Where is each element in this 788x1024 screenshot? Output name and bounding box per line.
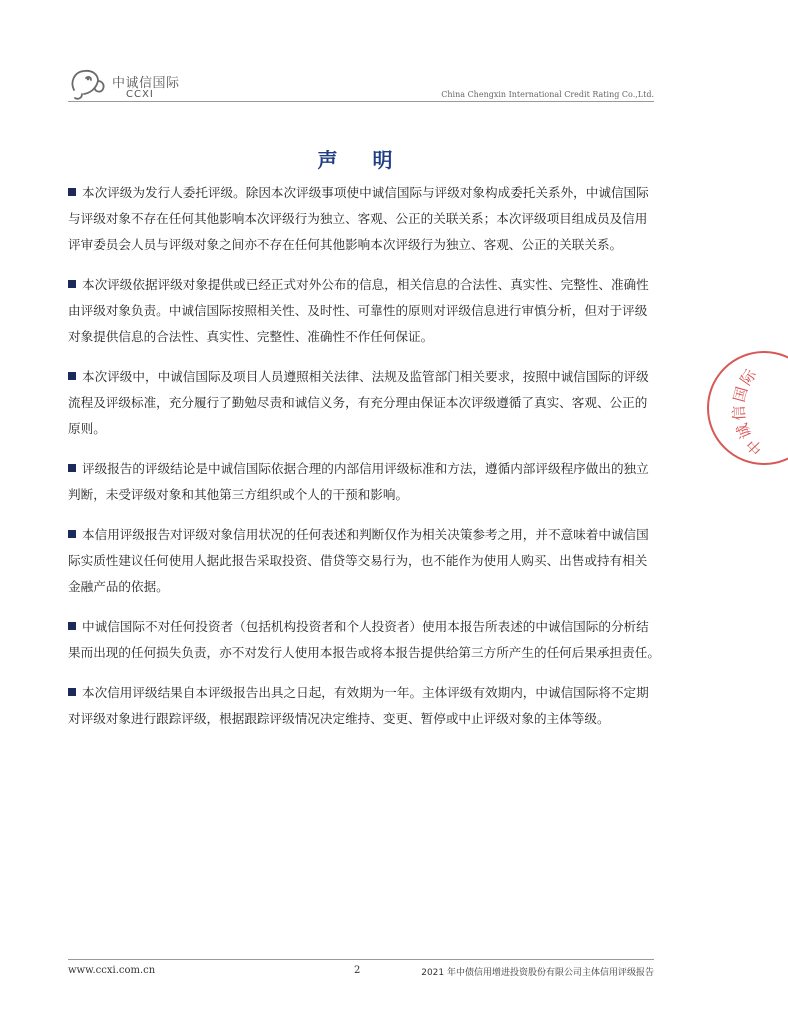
paragraph-text: 评级报告的评级结论是中诚信国际依据合理的内部信用评级标准和方法，遵循内部评级程序做出的独立 xyxy=(82,461,649,476)
square-bullet-icon xyxy=(68,372,76,380)
paragraph-line xyxy=(68,574,664,600)
paragraph-line xyxy=(68,390,664,416)
square-bullet-icon xyxy=(68,188,76,196)
declaration-paragraph xyxy=(68,680,664,732)
paragraph-line xyxy=(68,416,664,442)
square-bullet-icon xyxy=(68,280,76,288)
paragraph-text: 与评级对象不存在任何其他影响本次评级行为独立、客观、公正的关联关系；本次评级项目组成员及信用 xyxy=(68,211,648,226)
declaration-body xyxy=(68,180,664,746)
paragraph-line xyxy=(68,298,664,324)
declaration-paragraph xyxy=(68,522,664,600)
footer-website-link[interactable]: www.ccxi.com.cn xyxy=(68,965,156,976)
paragraph-line xyxy=(68,206,664,232)
declaration-paragraph xyxy=(68,180,664,258)
paragraph-text: 对象提供信息的合法性、真实性、完整性、准确性不作任何保证。 xyxy=(68,329,434,344)
logo-english-name: CCXI xyxy=(126,89,154,100)
paragraph-text: 流程及评级标准，充分履行了勤勉尽责和诚信义务，有充分理由保证本次评级遵循了真实、客观、公正的 xyxy=(68,395,648,410)
ccxi-elephant-logo-icon xyxy=(68,64,108,104)
paragraph-text: 本次信用评级结果自本评级报告出具之日起，有效期为一年。主体评级有效期内，中诚信国际将不定期 xyxy=(82,685,649,700)
declaration-paragraph xyxy=(68,272,664,350)
square-bullet-icon xyxy=(68,622,76,630)
header-divider xyxy=(68,101,654,102)
square-bullet-icon xyxy=(68,530,76,538)
paragraph-text: 本次评级为发行人委托评级。除因本次评级事项使中诚信国际与评级对象构成委托关系外，中诚信国际 xyxy=(82,185,649,200)
footer-divider xyxy=(68,959,654,960)
declaration-paragraph xyxy=(68,614,664,666)
paragraph-line xyxy=(68,482,664,508)
paragraph-text: 评审委员会人员与评级对象之间亦不存在任何其他影响本次评级行为独立、客观、公正的关联关系。 xyxy=(68,237,623,252)
paragraph-line xyxy=(68,180,664,206)
paragraph-line xyxy=(68,522,664,548)
square-bullet-icon xyxy=(68,464,76,472)
declaration-paragraph xyxy=(68,364,664,442)
red-seal-stamp xyxy=(704,348,788,468)
paragraph-line xyxy=(68,456,664,482)
paragraph-text: 判断，未受评级对象和其他第三方组织或个人的干预和影响。 xyxy=(68,487,409,502)
page-title: 声 明 xyxy=(317,148,407,172)
paragraph-text: 金融产品的依据。 xyxy=(68,579,169,594)
header-company-name: China Chengxin International Credit Rating Co.,Ltd. xyxy=(441,90,654,99)
paragraph-line xyxy=(68,680,664,706)
paragraph-line xyxy=(68,324,664,350)
paragraph-line xyxy=(68,272,664,298)
svg-text:中诚信国际 xyxy=(730,364,767,458)
logo-chinese-name: 中诚信国际 xyxy=(112,76,180,91)
paragraph-text: 由评级对象负责。中诚信国际按照相关性、及时性、可靠性的原则对评级信息进行审慎分析，但对于评级 xyxy=(68,303,648,318)
paragraph-text: 本次评级依据评级对象提供或已经正式对外公布的信息，相关信息的合法性、真实性、完整性、准确性 xyxy=(82,277,649,292)
declaration-paragraph xyxy=(68,456,664,508)
paragraph-line xyxy=(68,614,664,640)
paragraph-line xyxy=(68,706,664,732)
square-bullet-icon xyxy=(68,688,76,696)
paragraph-text: 原则。 xyxy=(68,421,106,436)
paragraph-line xyxy=(68,640,664,666)
footer-report-title: 2021 年中债信用增进投资股份有限公司主体信用评级报告 xyxy=(421,968,654,978)
ccxi-logo xyxy=(68,64,188,104)
paragraph-text: 果而出现的任何损失负责，亦不对发行人使用本报告或将本报告提供给第三方所产生的任何后果承担责任。 xyxy=(68,645,660,660)
paragraph-text: 对评级对象进行跟踪评级，根据跟踪评级情况决定维持、变更、暂停或中止评级对象的主体等级。 xyxy=(68,711,610,726)
paragraph-text: 本次评级中，中诚信国际及项目人员遵照相关法律、法规及监管部门相关要求，按照中诚信国际的评级 xyxy=(82,369,649,384)
page-number: 2 xyxy=(354,965,361,976)
stamp-text: 中诚信国际 xyxy=(729,364,767,459)
paragraph-line xyxy=(68,232,664,258)
paragraph-text: 中诚信国际不对任何投资者（包括机构投资者和个人投资者）使用本报告所表述的中诚信国际的分析结 xyxy=(82,619,649,634)
paragraph-text: 际实质性建议任何使用人据此报告采取投资、借贷等交易行为，也不能作为使用人购买、出售或持有相关 xyxy=(68,553,648,568)
paragraph-text: 本信用评级报告对评级对象信用状况的任何表述和判断仅作为相关决策参考之用，并不意味着中诚信国 xyxy=(82,527,649,542)
paragraph-line xyxy=(68,548,664,574)
paragraph-line xyxy=(68,364,664,390)
